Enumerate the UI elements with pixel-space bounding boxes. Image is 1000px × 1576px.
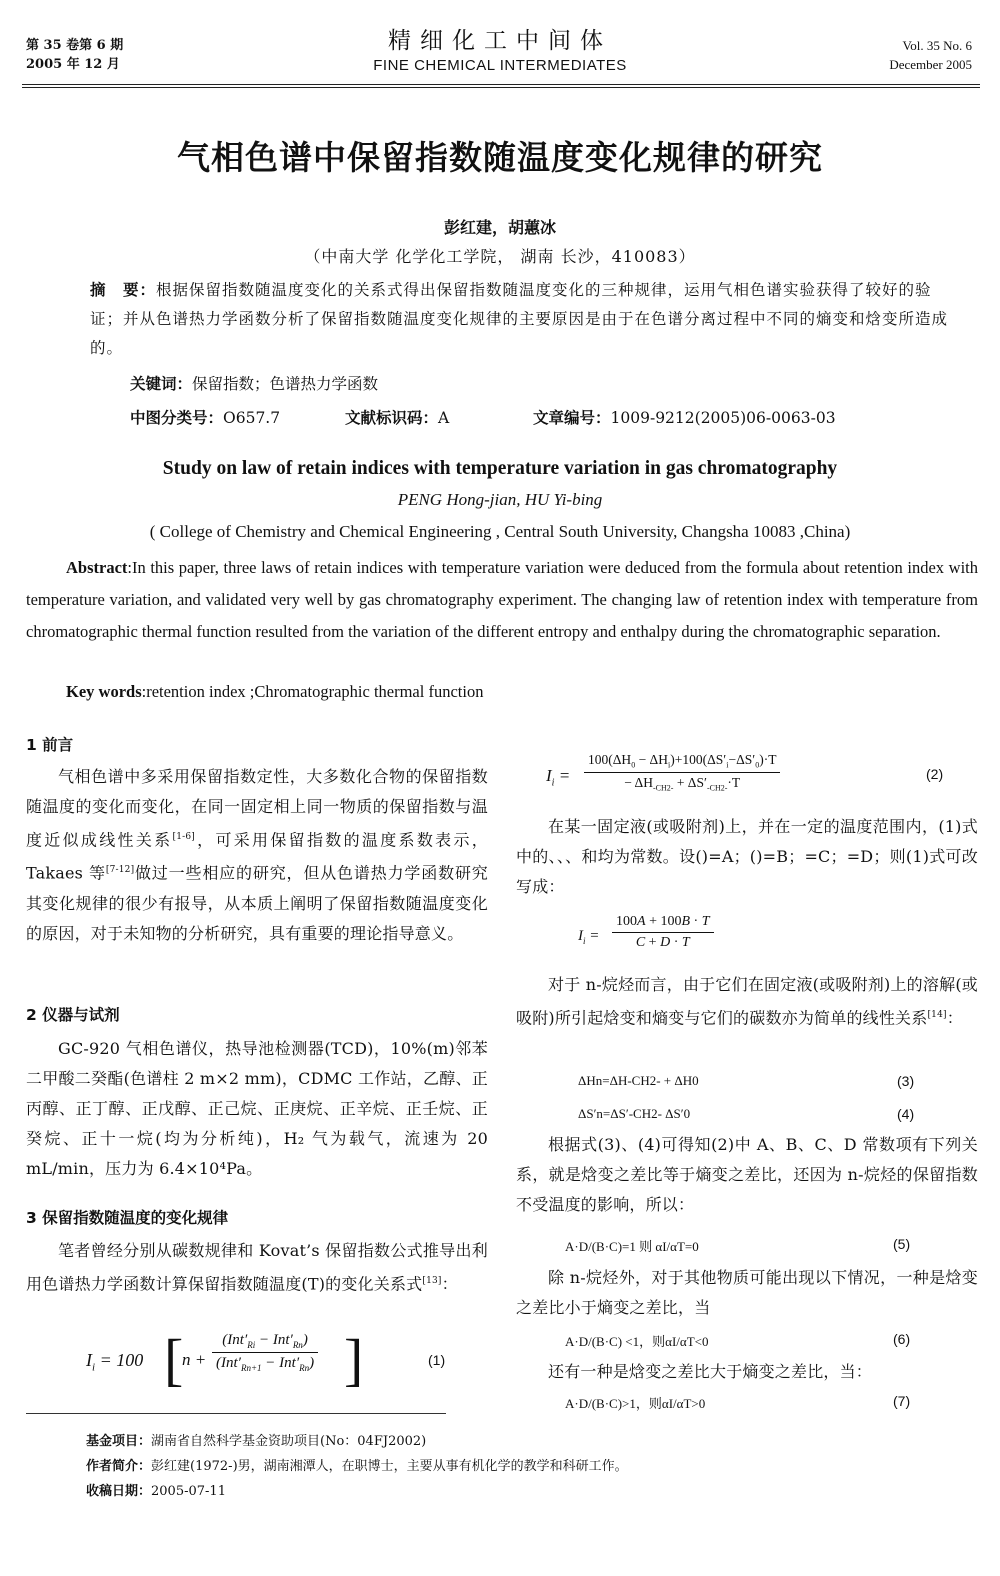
equation-3-number: (3): [897, 1073, 915, 1089]
section-3-title: 3 保留指数随温度的变化规律: [26, 1209, 229, 1227]
s1-ref-a: [1-6]: [172, 832, 196, 842]
equation-7: A·D/(B·C)>1，则αI/αT>0: [565, 1396, 706, 1411]
article-no-value: 1009-9212(2005)06-0063-03: [610, 409, 836, 427]
keywords-cn-label: 关键词：: [130, 375, 193, 393]
equation-5: A·D/(B·C)=1 则 αI/αT=0: [565, 1239, 699, 1254]
equation-4-number: (4): [897, 1106, 915, 1122]
footnote-author: [86, 1455, 628, 1474]
clc-label: 中图分类号：: [130, 409, 224, 427]
equation-5-number: (5): [893, 1236, 911, 1252]
date-en: December 2005: [889, 57, 972, 72]
journal-volume-en: [889, 36, 972, 74]
volume-en: Vol. 35 No. 6: [902, 38, 972, 53]
funding-text: 湖南省自然科学基金资助项目(No：04FJ2002): [151, 1434, 427, 1449]
abstract-en-text: :In this paper, three laws of retain indices with temperature variation were deduced from the formula about retention index with temperature variation, and validated very well by gas chromatography experiment. The changing law of retention index with temperature from chromatographic thermal function resulted from the variation of the different entropy and enthalpy during the chromatographic separation.: [26, 558, 978, 641]
footnote-funding: [86, 1430, 426, 1449]
received-label: 收稿日期：: [86, 1484, 152, 1499]
rp2-ref: [14]: [927, 1010, 947, 1020]
funding-label: 基金项目：: [86, 1434, 152, 1449]
article-no-label: 文章编号：: [533, 409, 611, 427]
equation-7-number: (7): [893, 1393, 911, 1409]
author-bio-label: 作者简介：: [86, 1459, 152, 1474]
right-paragraph-4: 除 n-烷烃外，对于其他物质可能出现以下情况，一种是焓变之差比小于熵变之差比，当: [516, 1268, 978, 1317]
s1-ref-b: [7-12]: [105, 865, 135, 876]
equation-2-number: (2): [926, 766, 944, 782]
section-2-paragraph: GC-920 气相色谱仪，热导池检测器(TCD)，10%(m)邻苯二甲酸二癸酯(色谱柱 2 m×2 mm)，CDMC 工作站，乙醇、正丙醇、正丁醇、正戊醇、正己烷、正庚烷、正辛烷、正壬烷、正癸烷、正十一烷(均为分析纯)，H₂ 气为载气，流速为 20 mL/min，压力为 6.4×10⁴Pa。: [26, 1039, 488, 1178]
doc-code-value: A: [438, 409, 450, 427]
equation-4: ΔS′n=ΔS′-CH2- ΔS′0: [578, 1106, 691, 1121]
abstract-cn-label: 摘 要：: [90, 281, 157, 299]
s1-text-c: 做过一些相应的研究，但从色谱热力学函数研究其变化规律的很少有报导，从本质上阐明了保留指数随温度变化的原因，对于未知物的分析研究，具有重要的理论指导意义。: [26, 863, 488, 943]
journal-name: [0, 26, 1000, 76]
section-3-paragraph: [26, 1236, 488, 1299]
equation-2: $I_i$ = $100(\Delta H_0 - \Delta H_i)+100(\Delta S'_i-\Delta S'_0)\cdot T$ − $\Delta H_{-CH2-} + \Delta S'_{-CH2-}\cdot T$: [546, 752, 896, 804]
equation-3: ΔHn=ΔH-CH2- + ΔH0: [578, 1073, 699, 1088]
abstract-en: [26, 552, 978, 648]
equation-6-number: (6): [893, 1331, 911, 1347]
section-1-title: 1 前言: [26, 736, 74, 754]
section-1-paragraph: [26, 762, 488, 949]
right-paragraph-5: 还有一种是焓变之差比大于熵变之差比，当：: [548, 1362, 873, 1381]
s3-text: 笔者曾经分别从碳数规律和 Kovat’s 保留指数公式推导出利用色谱热力学函数计算保留指数随温度(T)的变化关系式: [26, 1241, 488, 1294]
keywords-en-text: :retention index ;Chromatographic thermal function: [141, 682, 484, 701]
s3-ref: [13]: [422, 1276, 442, 1286]
footnote-received: [86, 1480, 226, 1499]
issue-volume: 第 35 卷第 6 期: [26, 38, 124, 53]
section-2-title: 2 仪器与试剂: [26, 1006, 120, 1024]
keywords-en-label: Key words: [66, 682, 142, 701]
paper-title-en: Study on law of retain indices with temperature variation in gas chromatography: [162, 458, 838, 479]
equation-1-number: (1): [428, 1352, 446, 1368]
right-paragraph-2: [516, 970, 978, 1033]
rp2-text: 对于 n-烷烃而言，由于它们在固定液(或吸附剂)上的溶解(或吸附)所引起焓变和熵变与它们的碳数亦为简单的线性关系: [516, 975, 978, 1028]
authors-cn: 彭红建，胡蕙冰: [443, 218, 556, 237]
header-rule: [22, 84, 980, 85]
journal-name-cn: 精细化工中间体: [388, 28, 612, 54]
received-date: 2005-07-11: [151, 1484, 226, 1499]
equation-2b: $I_i$ = $\frac{100A + 100B \cdot T}{C + D \cdot T}$: [578, 914, 798, 962]
keywords-cn: [130, 372, 378, 394]
keywords-cn-text: 保留指数；色谱热力学函数: [192, 375, 379, 393]
abstract-cn: [90, 276, 950, 363]
authors-en: PENG Hong-jian, HU Yi-bing: [397, 490, 603, 509]
issue-date: 2005 年 12 月: [26, 57, 120, 72]
s1-text: 气相色谱中多采用保留指数定性，大多数化合物的保留指数随温度的变化而变化，在同一固定相上同一物质的保留指数与温度近似成线性关系: [26, 767, 488, 850]
author-bio-text: 彭红建(1972-)男，湖南湘潭人，在职博士，主要从事有机化学的教学和科研工作。: [151, 1459, 628, 1474]
affiliation-cn: （中南大学 化学化工学院， 湖南 长沙，410083）: [304, 247, 696, 266]
right-paragraph-3: 根据式(3)、(4)可得知(2)中 A、B、C、D 常数项有下列关系，就是焓变之差比等于熵变之差比，还因为 n-烷烃的保留指数不受温度的影响，所以：: [516, 1135, 978, 1214]
abstract-cn-text: 根据保留指数随温度变化的关系式得出保留指数随温度变化的三种规律，运用气相色谱实验获得了较好的验证；并从色谱热力学函数分析了保留指数随温度变化规律的主要原因是由于在色谱分离过程中不同的熵变和焓变所造成的。: [90, 281, 949, 357]
keywords-en: [66, 682, 483, 702]
clc-value: O657.7: [223, 409, 281, 427]
equation-1: $I_i = 100$ [ n + $(Int'_{Ri} - Int'_{Rn})$ $(Int'_{Rn+1} - Int'_{Rn})$ ]: [86, 1327, 364, 1392]
right-paragraph-1: 在某一固定液(或吸附剂)上，并在一定的温度范围内，(1)式中的、、、和均为常数。设()=A；()=B；=C；=D；则(1)式可改写成：: [516, 817, 978, 896]
footnote-rule: [26, 1413, 446, 1414]
doc-code-label: 文献标识码：: [345, 409, 439, 427]
rp2-text-end: ：: [946, 1008, 963, 1028]
header-rule-thin: [22, 87, 980, 88]
equation-6: A·D/(B·C) <1，则αI/αT<0: [565, 1334, 709, 1349]
affiliation-en: ( College of Chemistry and Chemical Engineering , Central South University, Changsha 10083 ,China): [149, 522, 851, 541]
journal-name-en: FINE CHEMICAL INTERMEDIATES: [373, 57, 627, 74]
s3-text-end: ：: [441, 1274, 458, 1294]
paper-title-cn: 气相色谱中保留指数随温度变化规律的研究: [177, 138, 823, 177]
s1-text-b: ，可采用保留指数的温度系数表示，Takaes 等: [26, 830, 488, 883]
abstract-en-label: Abstract: [66, 558, 128, 577]
